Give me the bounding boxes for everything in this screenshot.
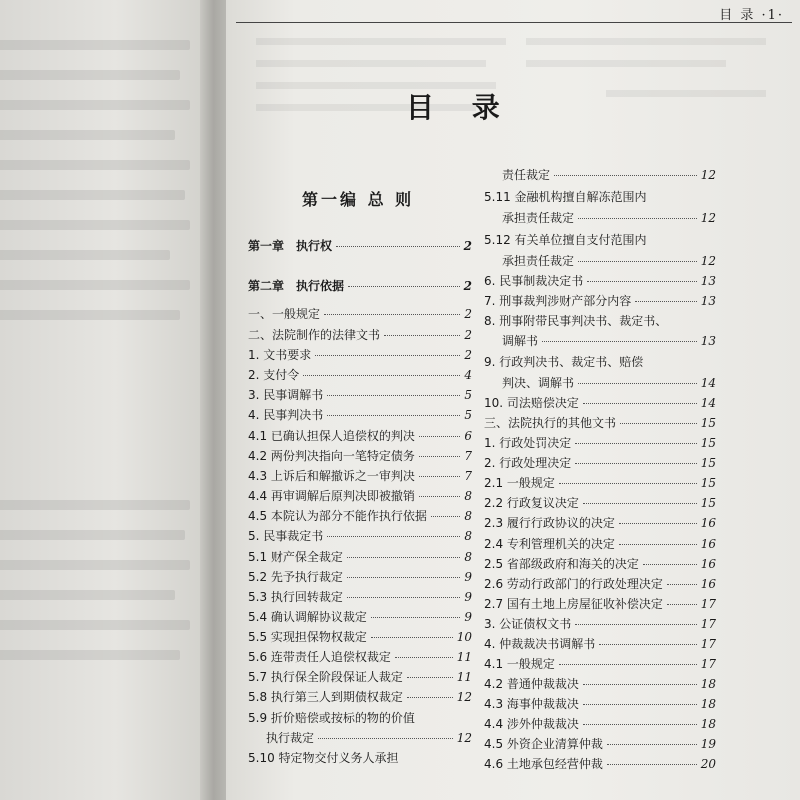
toc-entry	[266, 729, 472, 746]
toc-entry-page: 12	[456, 731, 472, 745]
toc-entry-label: 调解书	[502, 334, 539, 348]
toc-entry	[248, 608, 472, 625]
toc-entry-page: 17	[700, 637, 716, 651]
bleed-through-text	[0, 500, 190, 510]
toc-entry-page: 15	[700, 436, 716, 450]
leader-dots	[419, 456, 460, 457]
toc-entry-label: 4.5 本院认为部分不能作执行依据	[248, 509, 427, 523]
leader-dots	[578, 261, 697, 262]
leader-dots	[578, 383, 697, 384]
toc-entry-label: 第二章 执行依据	[248, 279, 345, 293]
toc-entry-page: 18	[700, 677, 716, 691]
leader-dots	[348, 286, 460, 287]
toc-entry-label: 一、一般规定	[248, 307, 321, 321]
toc-entry-label: 4.4 再审调解后原判决即被撤销	[248, 489, 415, 503]
toc-entry	[248, 366, 472, 383]
toc-entry-label: 第一章 执行权	[248, 239, 333, 253]
toc-entry-page: 15	[700, 496, 716, 510]
toc-entry-label: 5.7 执行保全阶段保证人裁定	[248, 670, 403, 684]
leader-dots	[575, 443, 696, 444]
leader-dots	[559, 483, 697, 484]
bleed-through-text	[0, 70, 180, 80]
toc-entry	[484, 555, 716, 572]
leader-dots	[619, 544, 697, 545]
bleed-through-text	[0, 250, 170, 260]
toc-entry-label: 3. 民事调解书	[248, 388, 324, 402]
toc-entry-label: 5.4 确认调解协议裁定	[248, 610, 367, 624]
toc-entry-label: 4.6 土地承包经营仲裁	[484, 757, 603, 771]
toc-entry-label: 执行裁定	[266, 731, 315, 745]
toc-entry-page: 2	[464, 328, 472, 342]
toc-entry-page: 10	[456, 630, 472, 644]
toc-entry	[484, 635, 716, 652]
leader-dots	[419, 436, 460, 437]
toc-entry-label: 2.6 劳动行政部门的行政处理决定	[484, 577, 663, 591]
toc-entry-page: 5	[464, 388, 472, 402]
leader-dots	[559, 664, 697, 665]
toc-entry	[484, 755, 716, 772]
toc-entry-label: 5.5 实现担保物权裁定	[248, 630, 367, 644]
toc-entry-label: 5.12 有关单位擅自支付范围内	[484, 233, 647, 247]
leader-dots	[371, 617, 460, 618]
leader-dots	[347, 557, 460, 558]
toc-entry-label: 责任裁定	[502, 168, 551, 182]
toc-entry	[484, 188, 716, 205]
header-rule	[236, 22, 792, 23]
toc-entry-page: 9	[464, 610, 472, 624]
toc-entry	[248, 507, 472, 524]
toc-entry-label: 承担责任裁定	[502, 254, 575, 268]
toc-entry-label: 2.1 一般规定	[484, 476, 555, 490]
toc-entry-page: 15	[700, 416, 716, 430]
toc-entry-page: 5	[464, 408, 472, 422]
toc-entry-page: 17	[700, 617, 716, 631]
leader-dots	[395, 657, 453, 658]
leader-dots	[384, 335, 460, 336]
toc-entry-page: 2	[464, 348, 472, 362]
toc-entry-page: 16	[700, 516, 716, 530]
bleed-through-text	[0, 220, 190, 230]
toc-entry-label: 三、法院执行的其他文书	[484, 416, 617, 430]
toc-entry	[484, 494, 716, 511]
part-title: 第一编 总 则	[302, 190, 415, 209]
left-page	[0, 0, 210, 800]
toc-entry-label: 2.3 履行行政协议的决定	[484, 516, 615, 530]
leader-dots	[336, 246, 460, 247]
toc-entry-page: 14	[700, 396, 716, 410]
toc-entry-label: 4. 民事判决书	[248, 408, 324, 422]
toc-entry-label: 5.2 先予执行裁定	[248, 570, 343, 584]
toc-entry	[248, 527, 472, 544]
leader-dots	[407, 677, 453, 678]
running-header: 目 录 ·1·	[719, 8, 784, 23]
toc-entry-page: 4	[464, 368, 472, 382]
bleed-through-text	[0, 190, 185, 200]
toc-entry-label: 4.2 普通仲裁裁决	[484, 677, 579, 691]
bleed-through-text	[0, 650, 180, 660]
toc-entry	[484, 535, 716, 552]
toc-entry-page: 2	[463, 279, 472, 293]
leader-dots	[371, 637, 453, 638]
toc-entry	[484, 312, 716, 329]
toc-entry-page: 17	[700, 657, 716, 671]
toc-entry	[248, 709, 472, 726]
toc-entry-label: 2. 行政处理决定	[484, 456, 572, 470]
bleed-through-text	[0, 100, 190, 110]
toc-entry	[484, 715, 716, 732]
toc-entry	[484, 615, 716, 632]
toc-entry	[484, 735, 716, 752]
toc-entry-label: 4.4 涉外仲裁裁决	[484, 717, 579, 731]
toc-entry-page: 9	[464, 590, 472, 604]
toc-entry	[248, 648, 472, 665]
bleed-through-text	[0, 620, 190, 630]
leader-dots	[347, 597, 460, 598]
leader-dots	[607, 744, 697, 745]
leader-dots	[667, 584, 697, 585]
toc-entry-page: 11	[456, 650, 472, 664]
leader-dots	[318, 738, 453, 739]
toc-entry	[484, 434, 716, 451]
toc-entry	[502, 166, 716, 183]
toc-entry-label: 5.6 连带责任人追偿权裁定	[248, 650, 391, 664]
leader-dots	[583, 684, 697, 685]
leader-dots	[607, 764, 697, 765]
leader-dots	[347, 577, 460, 578]
toc-entry-page: 7	[464, 469, 472, 483]
leader-dots	[542, 341, 697, 342]
leader-dots	[327, 395, 460, 396]
toc-entry	[248, 628, 472, 645]
toc-entry	[248, 406, 472, 423]
toc-entry-page: 15	[700, 456, 716, 470]
bleed-through-text	[256, 60, 486, 67]
toc-entry-label: 2.2 行政复议决定	[484, 496, 579, 510]
toc-entry	[502, 209, 716, 226]
toc-entry-label: 4.5 外资企业清算仲裁	[484, 737, 603, 751]
toc-entry	[484, 292, 716, 309]
bleed-through-text	[0, 560, 190, 570]
toc-entry	[248, 487, 472, 504]
toc-entry-label: 6. 民事制裁决定书	[484, 274, 584, 288]
toc-entry-label: 5.8 执行第三人到期债权裁定	[248, 690, 403, 704]
leader-dots	[303, 375, 460, 376]
toc-entry	[502, 252, 716, 269]
toc-entry	[484, 272, 716, 289]
leader-dots	[554, 175, 697, 176]
toc-entry-page: 13	[700, 294, 716, 308]
page-title: 目 录	[406, 91, 514, 124]
toc-entry-label: 4.2 两份判决指向一笔特定债务	[248, 449, 415, 463]
toc-entry	[248, 668, 472, 685]
toc-entry	[484, 695, 716, 712]
toc-entry-label: 承担责任裁定	[502, 211, 575, 225]
leader-dots	[583, 503, 697, 504]
toc-entry-label: 8. 刑事附带民事判决书、裁定书、	[484, 314, 668, 328]
toc-entry	[484, 394, 716, 411]
bleed-through-text	[0, 280, 190, 290]
leader-dots	[578, 218, 697, 219]
toc-entry-label: 1. 行政处罚决定	[484, 436, 572, 450]
leader-dots	[324, 314, 460, 315]
leader-dots	[620, 423, 697, 424]
toc-entry	[484, 414, 716, 431]
toc-entry-page: 2	[464, 307, 472, 321]
toc-entry-page: 14	[700, 376, 716, 390]
toc-entry-page: 8	[464, 489, 472, 503]
toc-entry-label: 二、法院制作的法律文书	[248, 328, 381, 342]
toc-entry-label: 4.3 海事仲裁裁决	[484, 697, 579, 711]
toc-entry-page: 12	[700, 168, 716, 182]
leader-dots	[599, 644, 696, 645]
leader-dots	[583, 403, 697, 404]
toc-entry-label: 5.11 金融机构擅自解冻范围内	[484, 190, 647, 204]
toc-entry-page: 6	[464, 429, 472, 443]
toc-entry	[248, 548, 472, 565]
bleed-through-text	[0, 530, 185, 540]
leader-dots	[575, 463, 696, 464]
bleed-through-text	[526, 38, 766, 45]
toc-entry	[248, 688, 472, 705]
right-page	[226, 0, 800, 800]
toc-entry-page: 8	[464, 550, 472, 564]
toc-entry-label: 4.3 上诉后和解撤诉之一审判决	[248, 469, 415, 483]
toc-entry-label: 1. 文书要求	[248, 348, 312, 362]
toc-entry	[484, 231, 716, 248]
toc-entry-page: 12	[456, 690, 472, 704]
leader-dots	[327, 536, 460, 537]
leader-dots	[619, 523, 697, 524]
leader-dots	[419, 476, 460, 477]
leader-dots	[327, 415, 460, 416]
toc-entry	[248, 427, 472, 444]
leader-dots	[575, 624, 696, 625]
toc-entry-label: 5.9 折价赔偿或按标的物的价值	[248, 711, 415, 725]
leader-dots	[431, 516, 460, 517]
bleed-through-text	[606, 90, 766, 97]
leader-dots	[583, 724, 697, 725]
toc-entry	[248, 447, 472, 464]
toc-entry-page: 19	[700, 737, 716, 751]
toc-entry-page: 20	[700, 757, 716, 771]
bleed-through-text	[526, 60, 726, 67]
toc-entry	[248, 749, 472, 766]
toc-entry	[248, 346, 472, 363]
toc-entry	[248, 588, 472, 605]
toc-entry	[248, 237, 472, 254]
toc-entry-label: 4. 仲裁裁决书调解书	[484, 637, 596, 651]
toc-entry	[484, 474, 716, 491]
toc-entry-page: 18	[700, 717, 716, 731]
toc-entry-label: 7. 刑事裁判涉财产部分内容	[484, 294, 632, 308]
toc-entry-page: 12	[700, 254, 716, 268]
leader-dots	[667, 604, 697, 605]
leader-dots	[635, 301, 696, 302]
toc-entry	[484, 655, 716, 672]
toc-entry-page: 7	[464, 449, 472, 463]
toc-entry-label: 2.7 国有土地上房屋征收补偿决定	[484, 597, 663, 611]
toc-entry-page: 13	[700, 334, 716, 348]
toc-entry	[484, 454, 716, 471]
toc-entry-label: 5. 民事裁定书	[248, 529, 324, 543]
toc-entry	[248, 467, 472, 484]
toc-entry-page: 18	[700, 697, 716, 711]
toc-entry-page: 8	[464, 509, 472, 523]
toc-entry	[248, 568, 472, 585]
leader-dots	[643, 564, 697, 565]
toc-entry-label: 5.1 财产保全裁定	[248, 550, 343, 564]
toc-entry	[248, 326, 472, 343]
toc-entry	[502, 332, 716, 349]
toc-entry	[484, 514, 716, 531]
toc-entry-page: 11	[456, 670, 472, 684]
bleed-through-text	[0, 40, 190, 50]
toc-entry-label: 4.1 已确认担保人追偿权的判决	[248, 429, 415, 443]
toc-entry	[484, 575, 716, 592]
bleed-through-text	[0, 160, 190, 170]
toc-entry	[502, 374, 716, 391]
bleed-through-text	[0, 130, 175, 140]
toc-entry-label: 3. 公证债权文书	[484, 617, 572, 631]
leader-dots	[315, 355, 460, 356]
toc-entry-page: 16	[700, 557, 716, 571]
toc-entry	[248, 386, 472, 403]
toc-entry	[484, 595, 716, 612]
toc-entry-label: 5.3 执行回转裁定	[248, 590, 343, 604]
toc-entry-label: 判决、调解书	[502, 376, 575, 390]
toc-entry-label: 9. 行政判决书、裁定书、赔偿	[484, 355, 644, 369]
toc-entry-page: 16	[700, 577, 716, 591]
toc-entry-label: 10. 司法赔偿决定	[484, 396, 579, 410]
toc-entry-page: 12	[700, 211, 716, 225]
toc-entry-page: 17	[700, 597, 716, 611]
leader-dots	[419, 496, 460, 497]
bleed-through-text	[0, 590, 175, 600]
toc-entry-page: 2	[463, 239, 472, 253]
toc-entry-label: 2.5 省部级政府和海关的决定	[484, 557, 639, 571]
toc-entry-page: 8	[464, 529, 472, 543]
bleed-through-text	[0, 310, 180, 320]
leader-dots	[587, 281, 696, 282]
toc-entry-label: 2. 支付令	[248, 368, 300, 382]
leader-dots	[407, 697, 453, 698]
toc-entry-page: 13	[700, 274, 716, 288]
toc-entry	[484, 675, 716, 692]
toc-entry	[248, 305, 472, 322]
toc-entry-label: 4.1 一般规定	[484, 657, 555, 671]
toc-entry-label: 2.4 专利管理机关的决定	[484, 537, 615, 551]
bleed-through-text	[256, 38, 506, 45]
toc-entry-page: 15	[700, 476, 716, 490]
toc-entry-label: 5.10 特定物交付义务人承担	[248, 751, 399, 765]
leader-dots	[583, 704, 697, 705]
toc-entry	[248, 277, 472, 294]
toc-entry-page: 9	[464, 570, 472, 584]
toc-entry	[484, 353, 716, 370]
toc-entry-page: 16	[700, 537, 716, 551]
